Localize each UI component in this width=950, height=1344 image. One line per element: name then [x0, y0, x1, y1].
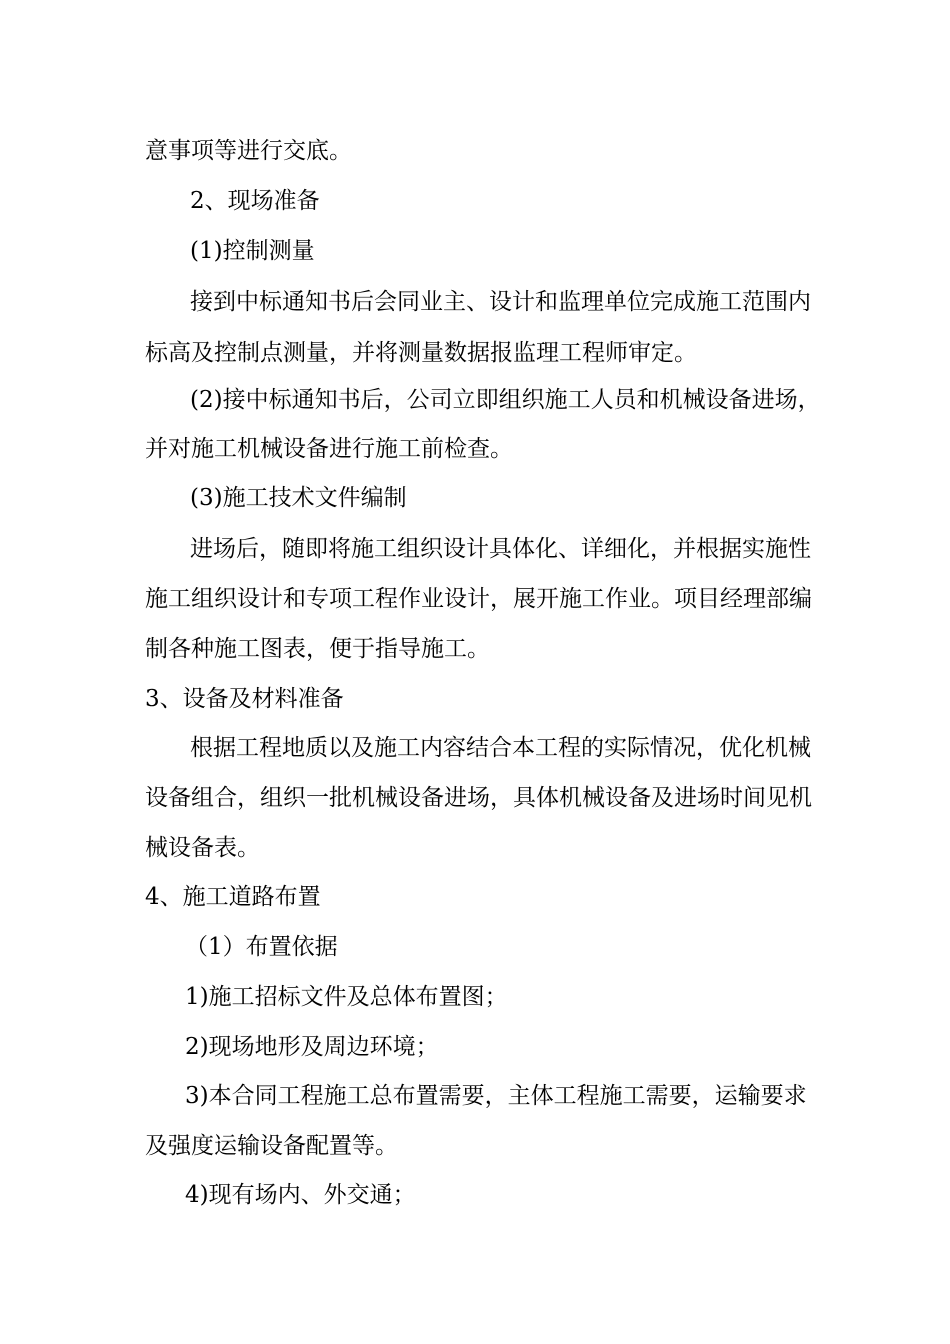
text-line: 意事项等进行交底。: [145, 138, 352, 164]
text-line: 制各种施工图表，便于指导施工。: [145, 636, 490, 662]
text-line: 及强度运输设备配置等。: [145, 1133, 398, 1159]
list-item: 3)本合同工程施工总布置需要，主体工程施工需要，运输要求: [185, 1083, 807, 1109]
text-line: (2)接中标通知书后，公司立即组织施工人员和机械设备进场，: [190, 387, 821, 413]
text-line: 进场后，随即将施工组织设计具体化、详细化，并根据实施性: [190, 536, 811, 562]
text-line: 并对施工机械设备进行施工前检查。: [145, 436, 513, 462]
subsection-heading: (1)控制测量: [190, 238, 315, 264]
section-heading: 2、现场准备: [190, 188, 320, 214]
text-line: 施工组织设计和专项工程作业设计，展开施工作业。项目经理部编: [145, 586, 812, 612]
list-item: 2)现场地形及周边环境；: [185, 1034, 439, 1060]
subsection-heading: (3)施工技术文件编制: [190, 485, 407, 511]
section-heading: 3、设备及材料准备: [145, 686, 344, 712]
subsection-heading: （1）布置依据: [185, 934, 338, 960]
list-item: 4)现有场内、外交通；: [185, 1182, 416, 1208]
list-item: 1)施工招标文件及总体布置图；: [185, 984, 508, 1010]
text-line: 接到中标通知书后会同业主、设计和监理单位完成施工范围内: [190, 289, 811, 315]
section-heading: 4、施工道路布置: [145, 884, 321, 910]
text-line: 标高及控制点测量，并将测量数据报监理工程师审定。: [145, 340, 697, 366]
text-line: 根据工程地质以及施工内容结合本工程的实际情况，优化机械: [190, 735, 811, 761]
text-line: 械设备表。: [145, 835, 260, 861]
text-line: 设备组合，组织一批机械设备进场，具体机械设备及进场时间见机: [145, 785, 812, 811]
